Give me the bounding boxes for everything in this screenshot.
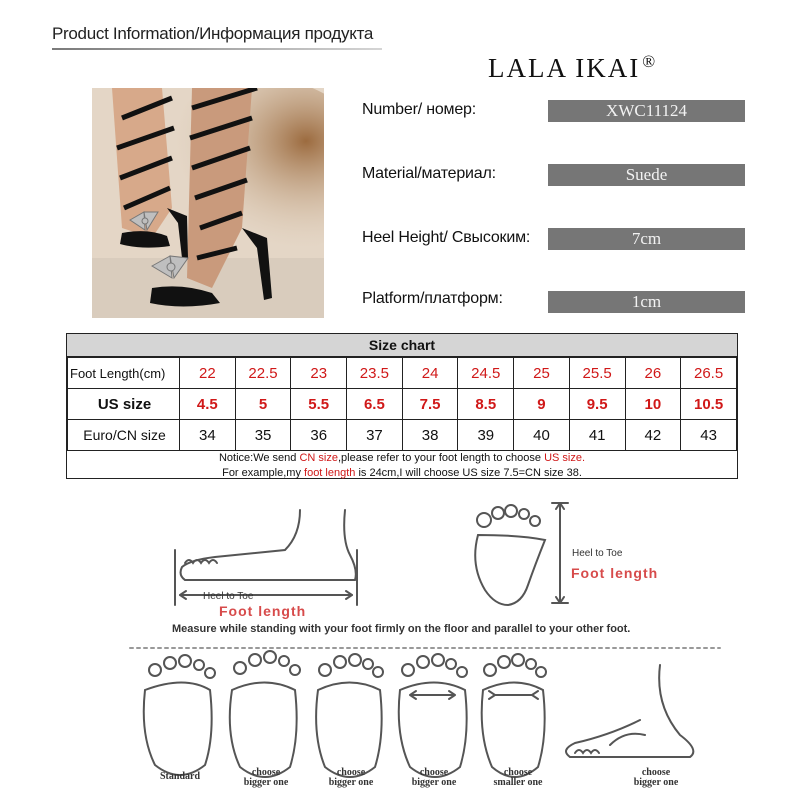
sandal-illustration	[92, 88, 324, 318]
table-cell: 24.5	[458, 358, 514, 389]
notice-line-2	[67, 466, 737, 481]
table-cell: 5	[235, 389, 291, 420]
spec-label-heel-height: Heel Height/ Свысоким:	[362, 229, 531, 246]
foot-label-6	[620, 768, 692, 788]
table-cell: 38	[402, 420, 458, 451]
table-cell: 43	[681, 420, 737, 451]
table-cell: 34	[180, 420, 236, 451]
table-cell: 40	[514, 420, 570, 451]
spec-label-material: Material/материал:	[362, 165, 496, 182]
notice-text: Notice:We send	[218, 452, 300, 464]
table-cell: 24	[402, 358, 458, 389]
brand-name: LALA IKAI	[488, 53, 641, 83]
foot-label-line: bigger one	[328, 777, 374, 788]
foot-label-line: smaller one	[493, 777, 543, 788]
side-label-red: Foot length	[219, 603, 307, 619]
notice-text: is 24cm,I will choose US size 7.5=CN size 38.	[355, 467, 582, 479]
table-cell: 36	[291, 420, 347, 451]
table-cell: 5.5	[291, 389, 347, 420]
size-chart-title: Size chart	[67, 334, 737, 357]
foot-label-line: choose	[419, 767, 449, 778]
spec-label-platform: Platform/платформ:	[362, 290, 503, 307]
table-cell: 7.5	[402, 389, 458, 420]
sole-label-red: Foot length	[571, 565, 659, 581]
foot-label-line: bigger one	[411, 777, 457, 788]
spec-value-material: Suede	[548, 164, 745, 186]
foot-label-4	[398, 768, 470, 788]
foot-shape-high-instep	[316, 654, 383, 777]
table-cell: 4.5	[180, 389, 236, 420]
table-cell: 26	[625, 358, 681, 389]
foot-shape-wide	[230, 651, 300, 777]
spec-value-heel-height: 7cm	[548, 228, 745, 250]
table-cell: 22	[180, 358, 236, 389]
foot-label-line: choose	[503, 767, 533, 778]
measure-instruction: Measure while standing with your foot firmly on the floor and parallel to your other foot.	[172, 623, 631, 635]
notice-text: For example,my	[222, 467, 305, 479]
table-cell: 39	[458, 420, 514, 451]
product-photo	[92, 88, 324, 318]
table-cell: 10	[625, 389, 681, 420]
foot-label-line: bigger one	[633, 777, 679, 788]
size-notice	[67, 451, 737, 481]
table-cell: 35	[235, 420, 291, 451]
page-header: Product Information/Информация продукта	[52, 24, 374, 43]
foot-label-5	[480, 768, 556, 788]
registered-mark: ®	[642, 52, 658, 71]
table-cell: 41	[569, 420, 625, 451]
row-header: US size	[68, 389, 180, 420]
spec-value-number: XWC11124	[548, 100, 745, 122]
foot-shape-wide-arrow	[399, 654, 467, 777]
notice-highlight: CN size	[299, 452, 338, 464]
size-table	[67, 357, 737, 451]
table-cell: 9	[514, 389, 570, 420]
foot-label-line: choose	[641, 767, 671, 778]
sole-foot-icon	[475, 503, 568, 605]
foot-label-line: bigger one	[243, 777, 289, 788]
table-cell: 25	[514, 358, 570, 389]
foot-shape-side-high-arch	[566, 665, 693, 757]
table-row-foot-length	[68, 358, 737, 389]
table-cell: 25.5	[569, 358, 625, 389]
size-chart	[66, 333, 738, 479]
foot-label-line: Standard	[159, 771, 200, 782]
table-cell: 26.5	[681, 358, 737, 389]
table-cell: 37	[347, 420, 403, 451]
sole-label: Heel to Toe	[572, 548, 623, 559]
table-row-euro-cn-size	[68, 420, 737, 451]
foot-label-2	[230, 768, 302, 788]
foot-shape-narrow-arrow	[482, 654, 546, 777]
row-header: Euro/CN size	[68, 420, 180, 451]
table-cell: 8.5	[458, 389, 514, 420]
notice-highlight: foot length	[304, 467, 356, 479]
notice-text: ,please refer to your foot length to choose	[337, 452, 545, 464]
table-cell: 23	[291, 358, 347, 389]
row-header: Foot Length(cm)	[68, 358, 180, 389]
foot-label-line: choose	[336, 767, 366, 778]
table-cell: 10.5	[681, 389, 737, 420]
brand-logo	[488, 52, 657, 84]
spec-label-number: Number/ номер:	[362, 101, 476, 118]
table-cell: 9.5	[569, 389, 625, 420]
table-cell: 23.5	[347, 358, 403, 389]
measure-diagram	[0, 495, 800, 800]
foot-label-3	[315, 768, 387, 788]
side-label: Heel to Toe	[203, 591, 254, 602]
notice-line-1	[67, 451, 737, 466]
header-underline	[52, 48, 382, 50]
foot-shape-standard	[144, 655, 215, 775]
foot-label-standard	[145, 772, 215, 782]
table-cell: 6.5	[347, 389, 403, 420]
spec-value-platform: 1cm	[548, 291, 745, 313]
table-row-us-size	[68, 389, 737, 420]
table-cell: 22.5	[235, 358, 291, 389]
table-cell: 42	[625, 420, 681, 451]
foot-label-line: choose	[251, 767, 281, 778]
notice-highlight: US size.	[544, 452, 586, 464]
